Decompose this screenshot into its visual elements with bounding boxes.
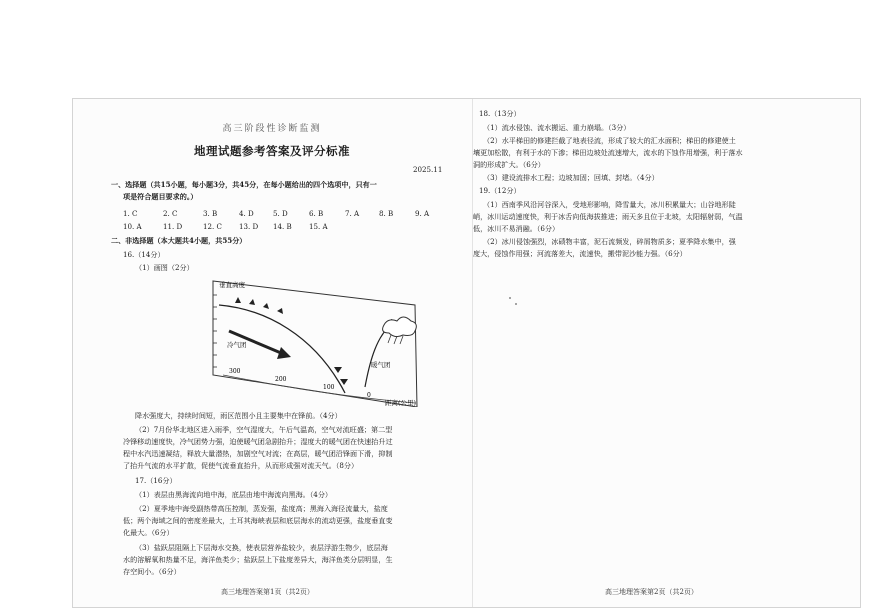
body-line: 度大，侵蚀作用强；河流落差大，流速快，搬带泥沙能力强。（6分）: [473, 249, 687, 258]
answer-item: 7. A: [345, 209, 360, 218]
body-line: 冷锋移动速度快，冷气团势力强，迫使暖气团急剧抬升；湿度大的暖气团在快速抬升过: [123, 437, 393, 446]
body-line: 低，冰川不易消融。（6分）: [473, 224, 560, 233]
tick-label: 0: [367, 392, 371, 399]
body-line: 峭，冰川运动速度快，利于冰舌向低海拔推进；雨天多且位于北坡，太阳辐射弱，气温: [473, 212, 743, 221]
answer-item: 1. C: [123, 209, 138, 218]
tick-label: 100: [323, 384, 335, 391]
body-line: 化最大。（6分）: [123, 528, 174, 537]
answer-item: 12. C: [203, 222, 222, 231]
answer-sheet: [72, 98, 861, 608]
answer-item: 3. B: [203, 209, 218, 218]
answer-item: 6. B: [309, 209, 324, 218]
answer-item: 14. B: [273, 222, 292, 231]
body-line: （2）7月份华北地区进入雨季，空气湿度大，午后气温高，空气对流旺盛；第二型: [135, 425, 393, 434]
exam-header: 高三阶段性诊断监测: [222, 124, 322, 134]
body-line: 17.（16分）: [135, 476, 177, 485]
scan-speck: [509, 297, 511, 299]
answer-item: 10. A: [123, 222, 142, 231]
body-line: （2）夏季地中海受副热带高压控制，蒸发强，盐度高；黑海入海径流量大，盐度: [135, 504, 388, 513]
body-line: （2）水平梯田的修建拦截了地表径流，形成了较大的汇水面积；梯田的修建使土: [483, 136, 736, 145]
scan-speck: [515, 303, 517, 305]
answer-item: 2. C: [163, 209, 178, 218]
label-cold-air: 冷气团: [227, 341, 247, 349]
q16-part1: （1）画图（2分）: [135, 263, 194, 272]
page-title: 地理试题参考答案及评分标准: [194, 144, 350, 158]
answer-item: 8. B: [379, 209, 394, 218]
left-page: [73, 99, 471, 607]
right-page: [473, 99, 860, 607]
body-line: 水的溶解氧和热量不足，海洋鱼类少；盐跃层上下盐度差异大，海洋鱼类分层明显，生: [123, 555, 393, 564]
tick-label: 200: [275, 376, 287, 383]
answer-item: 9. A: [415, 209, 430, 218]
answer-item: 5. D: [273, 209, 288, 218]
body-line: 存空间小。（6分）: [123, 567, 181, 576]
cold-air-arrow-head: [277, 347, 291, 359]
answer-item: 15. A: [309, 222, 328, 231]
page-footer-2: 高三地理答案第2页（共2页）: [605, 588, 698, 596]
cloud-shape: [383, 317, 417, 337]
body-line: （1）流水侵蚀、流水搬运、重力崩塌。（3分）: [483, 123, 631, 132]
cold-front-diagram: [205, 275, 440, 407]
body-line: （1）西南季风沿河谷深入，受地形影响，降雪量大，冰川积累量大；山谷地形陡: [483, 200, 736, 209]
body-line: 降水强度大，持续时间短，雨区范围小且主要集中在锋前。（4分）: [135, 411, 342, 420]
body-line: 低；两个海域之间的密度差最大，土耳其海峡表层和底层海水的流动更强，盐度垂直变: [123, 516, 393, 525]
vertical-axis-ticks: [213, 295, 217, 367]
q16-heading: 16.（14分）: [123, 250, 165, 259]
answer-item: 11. D: [163, 222, 183, 231]
body-line: （3）盐跃层阻隔上下层海水交换，使表层营养盐较少，表层浮游生物少，底层海: [135, 543, 388, 552]
tick-label: 300: [229, 368, 241, 375]
label-vertical-height: 垂直高度: [219, 281, 245, 289]
body-line: 18.（13分）: [479, 109, 521, 118]
body-line: （1）表层由黑海流向地中海，底层由地中海流向黑海。（4分）: [135, 490, 333, 499]
label-warm-air: 暖气团: [371, 361, 391, 369]
answer-item: 13. D: [239, 222, 259, 231]
page-footer-1: 高三地理答案第1页（共2页）: [221, 588, 314, 596]
body-line: 19.（12分）: [479, 186, 521, 195]
exam-date: 2025.11: [413, 165, 443, 174]
section2-heading: 二、非选择题（本大题共4小题，共55分）: [111, 236, 247, 245]
body-line: （2）冰川侵蚀强烈，冰碛物丰富，泥石流频发，碎屑物质多；夏季降水集中，强: [483, 237, 736, 246]
body-line: 了抬升气流的水平扩散，促使气流垂直抬升，从而形成强对流天气。（8分）: [123, 461, 359, 470]
cold-front-svg: [205, 275, 440, 407]
body-line: 壤更加松散，有利于水的下渗；梯田边坡处流速增大，流水的下蚀作用增强，利于落水: [473, 148, 743, 157]
body-line: 程中水汽迅速凝结，释放大量潜热，加剧空气对流；在高层，暖气团沿锋面下滑，抑制: [123, 449, 393, 458]
body-line: （3）建设流排水工程；边坡加固；回填、封堵。（4分）: [483, 173, 659, 182]
answer-item: 4. D: [239, 209, 254, 218]
section1-heading-cont: 项是符合题目要求的。）: [123, 192, 198, 201]
label-distance: 距离(公里): [385, 399, 417, 407]
section1-heading: 一、选择题（共15小题，每小题3分，共45分，在每小题给出的四个选项中，只有一: [111, 180, 377, 189]
body-line: 洞的形成扩大。（6分）: [473, 160, 545, 169]
